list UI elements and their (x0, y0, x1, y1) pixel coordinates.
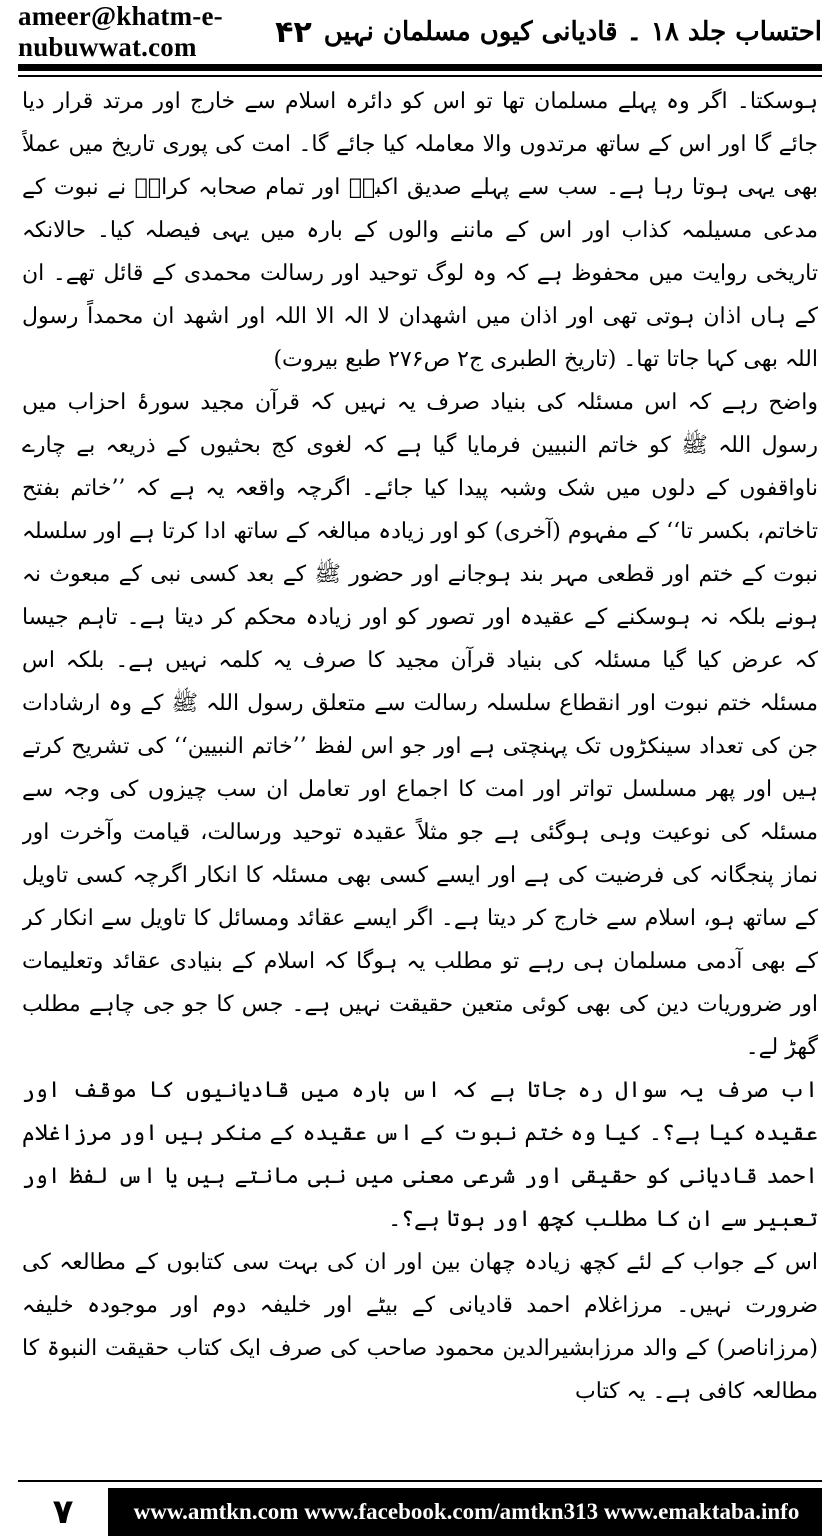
paragraph: اب صرف یہ سوال رہ جاتا ہے کہ اس بارہ میں قادیانیوں کا موقف اور عقیدہ کیا ہے؟۔ کیا وہ ختم نبوت کے اس عقیدہ کے منکر ہیں اور مرزاغلام احمد قادیانی کو حقیقی اور شرعی معنی میں نبی مانتے ہیں یا اس لفظ اور تعبیر سے ان کا مطلب کچھ اور ہوتا ہے؟۔ (22, 1078, 818, 1232)
footer-links[interactable]: www.amtkn.com www.facebook.com/amtkn313 www.emaktaba.info (111, 1488, 822, 1536)
header-rule-thin (18, 75, 822, 77)
book-title: احتساب جلد ۱۸ ۔ قادیانی کیوں مسلمان نہیں (323, 17, 822, 47)
paragraph: واضح رہے کہ اس مسئلہ کی بنیاد صرف یہ نہیں کہ قرآن مجید سورۂ احزاب میں رسول اللہ ﷺ کو خاتم النبیین فرمایا گیا ہے کہ لغوی کج بحثیوں کے ذریعہ بے چارے ناواقفوں کے دلوں میں شک وشبہ پیدا کیا جائے۔ اگرچہ واقعہ یہ ہے کہ ’’خاتم بفتح تاخاتم، بکسر تا‘‘ کے مفہوم (آخری) کو اور زیادہ مبالغہ کے ساتھ ادا کرتا ہے اور سلسلہ نبوت کے ختم اور قطعی مہر بند ہوجانے اور حضور ﷺ کے بعد کسی نبی کے مبعوث نہ ہونے بلکہ نہ ہوسکنے کے عقیدہ اور تصور کو اور زیادہ محکم کر دیتا ہے۔ تاہم جیسا کہ عرض کیا گیا مسئلہ کی بنیاد قرآن مجید کا صرف یہ کلمہ نہیں ہے۔ بلکہ اس مسئلہ ختم نبوت اور انقطاع سلسلہ رسالت سے متعلق رسول اللہ ﷺ کے وہ ارشادات جن کی تعداد سینکڑوں تک پہنچتی ہے اور جو اس لفظ ’’خاتم النبیین‘‘ کی تشریح کرتے ہیں اور پھر مسلسل تواتر اور امت کا اجماع اور تعامل ان سب چیزوں کی وجہ سے مسئلہ کی نوعیت وہی ہوگئی ہے جو مثلاً عقیدہ توحید ورسالت، قیامت وآخرت اور نماز پنجگانہ کی فرضیت کی ہے اور ایسے کسی بھی مسئلہ کا انکار اگرچہ کسی تاویل کے ساتھ ہو، اسلام سے خارج کر دیتا ہے۔ اگر ایسے عقائد ومسائل کا تاویل سے انکار کر کے بھی آدمی مسلمان ہی رہے تو مطلب یہ ہوگا کہ اسلام کے بنیادی عقائد وتعلیمات اور ضروریات دین کی بھی کوئی متعین حقیقت نہیں ہے۔ جس کا جو جی چاہے مطلب گھڑ لے۔ (22, 390, 818, 1060)
page-number: ۴۲ (275, 14, 312, 50)
paragraph: ہوسکتا۔ اگر وہ پہلے مسلمان تھا تو اس کو دائرہ اسلام سے خارج اور مرتد قرار دیا جائے گا اور اس کے ساتھ مرتدوں والا معاملہ کیا جائے گا۔ امت کی پوری تاریخ میں عملاً بھی یہی ہوتا رہا ہے۔ سب سے پہلے صدیق اکبرؓ اور تمام صحابہ کرامؓ نے نبوت کے مدعی مسیلمہ کذاب اور اس کے ماننے والوں کے بارہ میں یہی فیصلہ کیا۔ حالانکہ تاریخی روایت میں محفوظ ہے کہ وہ لوگ توحید اور رسالت محمدی کے قائل تھے۔ ان کے ہاں اذان ہوتی تھی اور اذان میں اشھدان لا الہ الا اللہ اور اشھد ان محمداً رسول اللہ بھی کہا جاتا تھا۔ (تاریخ الطبری ج۲ ص۲۷۶ طبع بیروت) (22, 89, 818, 372)
footer-page-marker: ۷ (18, 1488, 111, 1536)
paragraph: اس کے جواب کے لئے کچھ زیادہ چھان بین اور ان کی بہت سی کتابوں کے مطالعہ کی ضرورت نہیں۔ مرزاغلام احمد قادیانی کے بیٹے اور خلیفہ دوم اور موجودہ خلیفہ (مرزاناصر) کے والد مرزابشیرالدین محمود صاحب کی صرف ایک کتاب حقیقت النبوۃ کا مطالعہ کافی ہے۔ یہ کتاب (22, 1250, 818, 1404)
header-email: ameer@khatm-e-nubuwwat.com (18, 1, 223, 62)
header-right (275, 15, 822, 50)
footer-rule (18, 1480, 822, 1482)
body-text (22, 80, 818, 1468)
header-rule-thick (18, 64, 822, 71)
page-footer (18, 1488, 822, 1536)
page-header (18, 0, 822, 64)
